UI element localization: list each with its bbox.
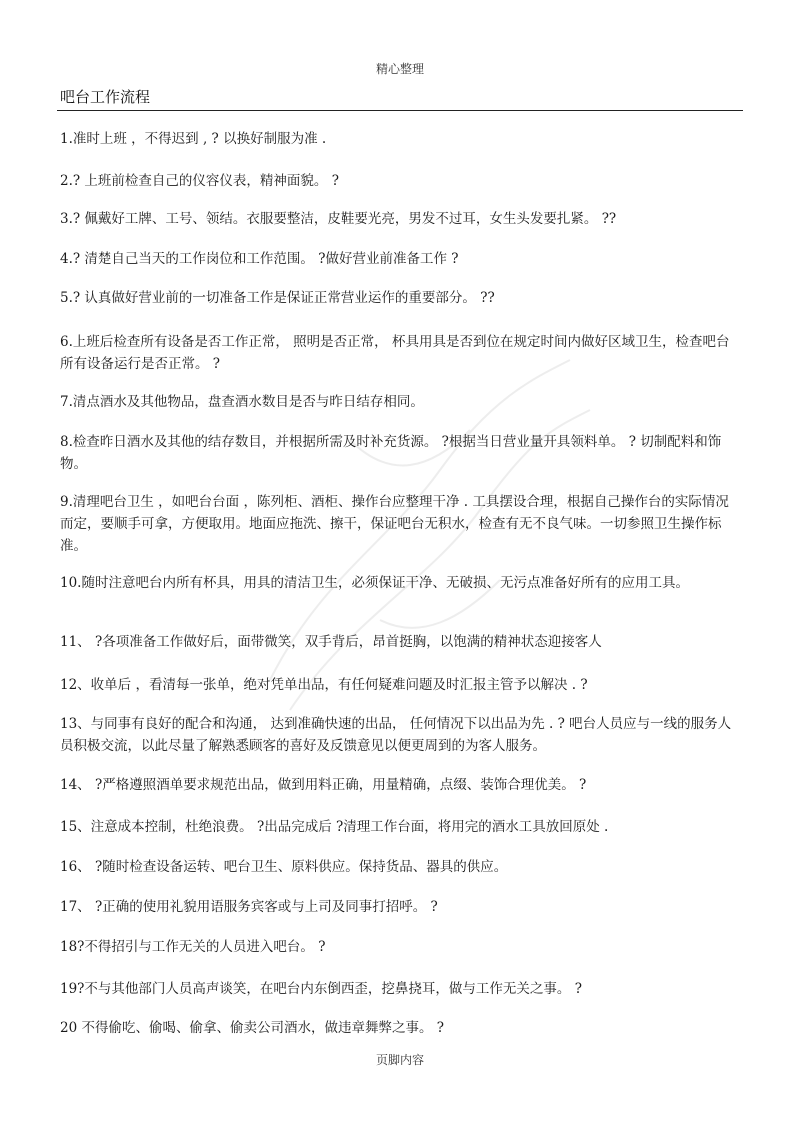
list-item: 11、 ?各项准备工作做好后，面带微笑，双手背后，昂首挺胸，以饱满的精神状态迎接客人 xyxy=(60,634,602,650)
list-item: 6.上班后检查所有设备是否工作正常， 照明是否正常， 杯具用具是否到位在规定时间内做好区域卫生，检查吧台所有设备运行是否正常。 ? xyxy=(60,334,730,372)
list-item: 12、收单后 ，看清每一张单，绝对凭单出品，有任何疑难问题及时汇报主管予以解决 . ? xyxy=(60,677,588,693)
list-item: 9.清理吧台卫生 ，如吧台台面 ，陈列柜、酒柜、操作台应整理干净 . 工具摆设合理，根据自己操作台的实际情况而定，要顺手可拿，方便取用。地面应拖洗、擦干，保证吧台无积水，检查有无不良气味。一切参照卫生操作标准。 xyxy=(60,494,729,554)
list-item: 5.? 认真做好营业前的一切准备工作是保证正常营业运作的重要部分。 ?? xyxy=(60,290,495,306)
list-item: 8.检查昨日酒水及其他的结存数目，并根据所需及时补充货源。 ?根据当日营业量开具领料单。 ? 切制配料和饰物。 xyxy=(60,434,722,472)
list-item: 10.随时注意吧台内所有杯具，用具的清洁卫生，必须保证干净、无破损、无污点准备好所有的应用工具。 xyxy=(60,575,689,591)
list-item: 16、 ?随时检查设备运转、吧台卫生、原料供应。保持货品、器具的供应。 xyxy=(60,859,508,875)
page-footer: 页脚内容 xyxy=(375,1053,424,1067)
list-item: 14、 ?严格遵照酒单要求规范出品，做到用料正确，用量精确，点缀、装饰合理优美。 ? xyxy=(60,777,587,793)
list-item: 7.清点酒水及其他物品，盘查酒水数目是否与昨日结存相同。 xyxy=(60,394,424,410)
list-item: 1.准时上班 ，不得迟到 , ? 以换好制服为准 . xyxy=(60,131,327,147)
list-item: 19?不与其他部门人员高声谈笑，在吧台内东倒西歪，挖鼻挠耳，做与工作无关之事。 ? xyxy=(60,981,582,997)
list-item: 13、与同事有良好的配合和沟通， 达到准确快速的出品， 任何情况下以出品为先 . ? 吧台人员应与一线的服务人员积极交流，以此尽量了解熟悉顾客的喜好及反馈意见以便更周到的为客人服务。 xyxy=(60,716,732,754)
list-item: 4.? 清楚自己当天的工作岗位和工作范围。 ?做好营业前准备工作 ? xyxy=(60,251,459,267)
list-item: 20 不得偷吃、偷喝、偷拿、偷卖公司酒水，做违章舞弊之事。 ? xyxy=(60,1020,444,1036)
list-item: 15、注意成本控制，杜绝浪费。 ?出品完成后 ?清理工作台面，将用完的酒水工具放回原处 . xyxy=(60,819,609,835)
document-title: 吧台工作流程 xyxy=(60,88,151,106)
title-divider xyxy=(57,110,743,111)
list-item: 17、 ?正确的使用礼貌用语服务宾客或与上司及同事打招呼。 ? xyxy=(60,899,438,915)
list-item: 3.? 佩戴好工牌、工号、领结。衣服要整洁，皮鞋要光亮，男发不过耳，女生头发要扎紧。 ?? xyxy=(60,211,617,227)
list-item: 2.? 上班前检查自己的仪容仪表，精神面貌。 ? xyxy=(60,173,339,189)
list-item: 18?不得招引与工作无关的人员进入吧台。 ? xyxy=(60,939,326,955)
page-header: 精心整理 xyxy=(375,62,424,76)
